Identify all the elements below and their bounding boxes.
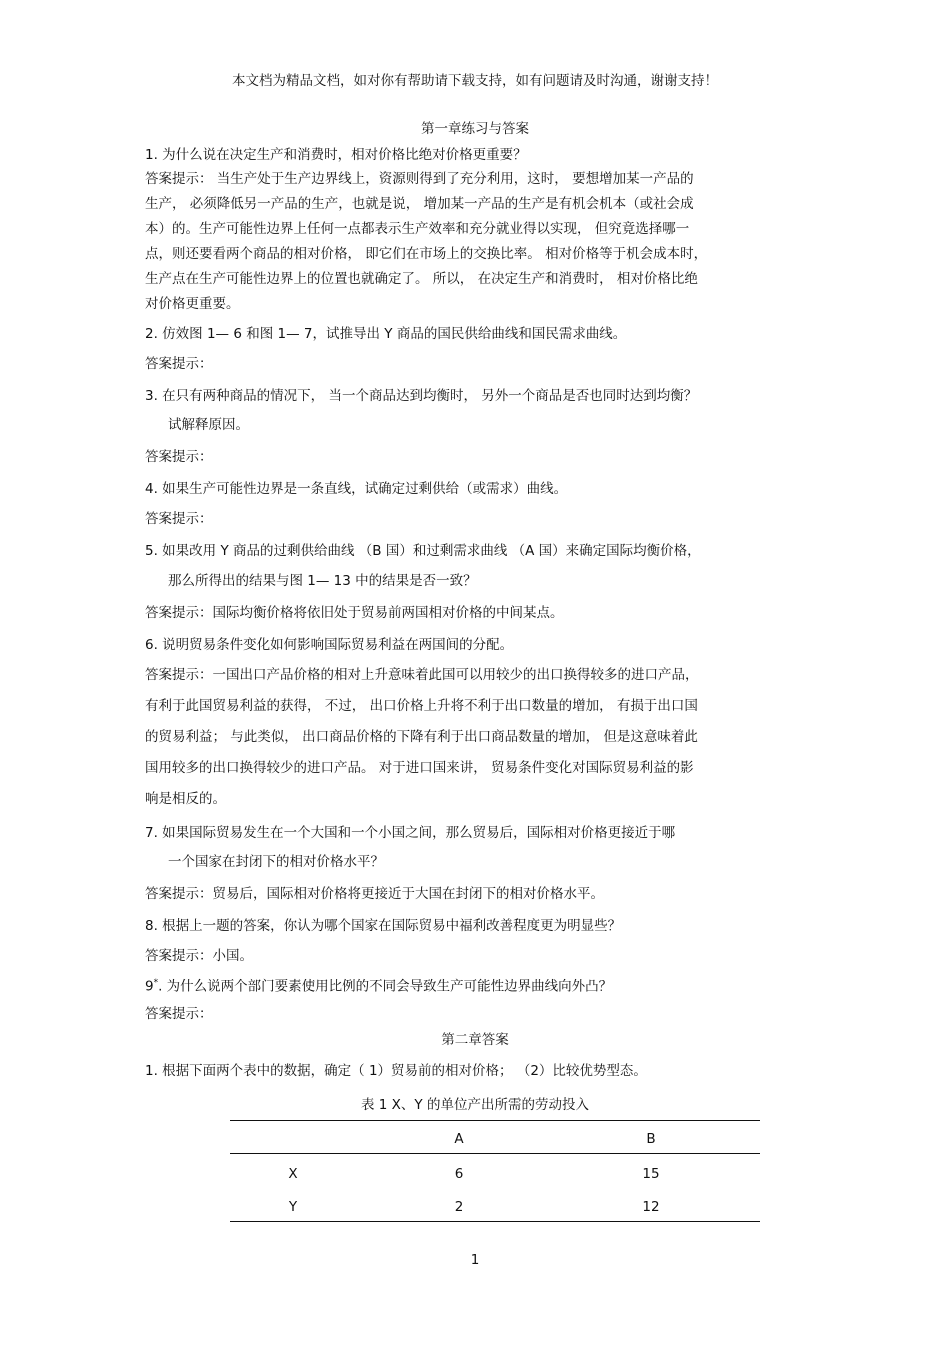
answer-line: 答案提示：一国出口产品价格的相对上升意味着此国可以用较少的出口换得较多的进口产品， [145, 667, 699, 683]
question-9 [145, 978, 612, 995]
answer-line: 本）的。生产可能性边界上任何一点都表示生产效率和充分就业得以实现， 但究竟选择哪一 [145, 221, 690, 237]
page-number: 1 [470, 1252, 480, 1268]
asterisk-mark: * [153, 978, 159, 988]
answer-line: 有利于此国贸易利益的获得， 不过， 出口价格上升将不利于出口数量的增加， 有损于出口国 [145, 698, 698, 714]
answer-line: 答案提示：贸易后，国际相对价格将更接近于大国在封闭下的相对价格水平。 [145, 886, 604, 902]
answer-line: 生产， 必须降低另一产品的生产，也就是说， 增加某一产品的生产是有机会机本（或社会成 [145, 196, 694, 212]
answer-line: 答案提示：国际均衡价格将依旧处于贸易前两国相对价格的中间某点。 [145, 605, 564, 621]
question-3-cont: 试解释原因。 [168, 417, 249, 433]
answer-line: 点，则还要看两个商品的相对价格， 即它们在市场上的交换比率。 相对价格等于机会成本时， [145, 246, 708, 262]
table-header-cell: A [454, 1131, 464, 1147]
question-6: 6. 说明贸易条件变化如何影响国际贸易利益在两国间的分配。 [145, 637, 514, 653]
table-bottom-rule [230, 1221, 760, 1222]
answer-line: 的贸易利益； 与此类似， 出口商品价格的下降有利于出口商品数量的增加， 但是这意味着此 [145, 729, 698, 745]
answer-label: 答案提示： [145, 356, 213, 372]
question-2: 2. 仿效图 1— 6 和图 1— 7，试推导出 Y 商品的国民供给曲线和国民需求曲线。 [145, 326, 627, 342]
chapter1-title: 第一章练习与答案 [421, 121, 529, 137]
answer-label: 答案提示： [145, 511, 213, 527]
table-header-cell: B [646, 1131, 656, 1147]
answer-line: 生产点在生产可能性边界上的位置也就确定了。 所以， 在决定生产和消费时， 相对价格比绝 [145, 271, 698, 287]
chapter2-title: 第二章答案 [441, 1032, 509, 1048]
answer-line: 答案提示： 当生产处于生产边界线上，资源则得到了充分利用，这时， 要想增加某一产品的 [145, 171, 694, 187]
table-header-rule [230, 1153, 760, 1154]
table-cell: 2 [454, 1199, 464, 1215]
table-top-rule [230, 1120, 760, 1121]
answer-line: 响是相反的。 [145, 791, 226, 807]
header-notice: 本文档为精品文档，如对你有帮助请下载支持，如有问题请及时沟通，谢谢支持！ [232, 73, 718, 89]
chapter2-question-1: 1. 根据下面两个表中的数据，确定（ 1）贸易前的相对价格； （2）比较优势型态。 [145, 1063, 647, 1079]
question-5-cont: 那么所得出的结果与图 1— 13 中的结果是否一致？ [168, 573, 477, 589]
question-1: 1. 为什么说在决定生产和消费时，相对价格比绝对价格更重要？ [145, 147, 527, 163]
table-cell: 15 [642, 1166, 660, 1182]
answer-label: 答案提示： [145, 449, 213, 465]
table-cell: 6 [454, 1166, 464, 1182]
question-5: 5. 如果改用 Y 商品的过剩供给曲线 （B 国）和过剩需求曲线 （A 国）来确定国际均衡价格， [145, 543, 701, 559]
question-7: 7. 如果国际贸易发生在一个大国和一个小国之间，那么贸易后，国际相对价格更接近于哪 [145, 825, 676, 841]
question-3: 3. 在只有两种商品的情况下， 当一个商品达到均衡时， 另外一个商品是否也同时达到均衡？ [145, 388, 698, 404]
answer-line: 国用较多的出口换得较少的进口产品。 对于进口国来讲， 贸易条件变化对国际贸易利益的影 [145, 760, 694, 776]
table-cell: X [288, 1166, 298, 1182]
table-cell: Y [288, 1199, 298, 1215]
answer-line: 答案提示：小国。 [145, 948, 253, 964]
question-9-number: 9 [145, 978, 154, 995]
question-9-text: . 为什么说两个部门要素使用比例的不同会导致生产可能性边界曲线向外凸？ [158, 978, 613, 995]
question-4: 4. 如果生产可能性边界是一条直线，试确定过剩供给（或需求）曲线。 [145, 481, 568, 497]
answer-line: 对价格更重要。 [145, 296, 240, 312]
answer-label: 答案提示： [145, 1006, 213, 1022]
question-7-cont: 一个国家在封闭下的相对价格水平？ [168, 854, 384, 870]
question-8: 8. 根据上一题的答案，你认为哪个国家在国际贸易中福利改善程度更为明显些？ [145, 918, 622, 934]
table-title: 表 1 X、Y 的单位产出所需的劳动投入 [361, 1097, 589, 1113]
table-cell: 12 [642, 1199, 660, 1215]
